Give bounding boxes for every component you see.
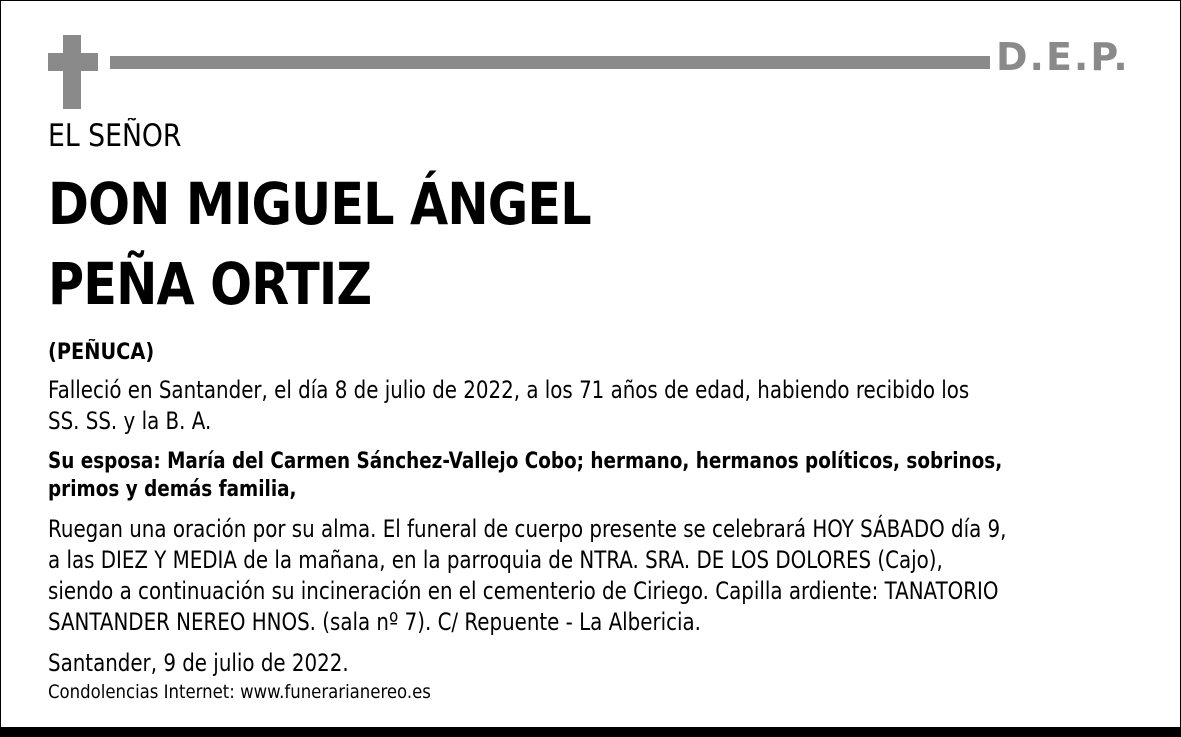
family-line: primos y demás familia, <box>48 477 297 502</box>
deceased-nickname: (PEÑUCA) <box>48 340 155 365</box>
deceased-name-line-1: DON MIGUEL ÁNGEL <box>48 170 591 238</box>
death-notice-line: Falleció en Santander, el día 8 de julio de 2022, a los 71 años de edad, habiendo recibido los <box>48 376 970 404</box>
funeral-line: SANTANDER NEREO HNOS. (sala nº 7). C/ Repuente - La Albericia. <box>48 608 701 636</box>
funeral-line: a las DIEZ Y MEDIA de la mañana, en la parroquia de NTRA. SRA. DE LOS DOLORES (Cajo), <box>48 546 943 574</box>
bottom-border <box>0 727 1181 737</box>
title-prefix: EL SEÑOR <box>48 118 182 154</box>
place-date: Santander, 9 de julio de 2022. <box>48 649 349 677</box>
cross-horizontal-bar <box>48 53 98 71</box>
cross-vertical-bar <box>63 35 81 109</box>
funeral-line: siendo a continuación su incineración en el cementerio de Ciriego. Capilla ardiente: TANATORIO <box>48 577 999 605</box>
family-line: Su esposa: María del Carmen Sánchez-Vallejo Cobo; hermano, hermanos políticos, sobrinos, <box>48 449 1003 474</box>
funeral-line: Ruegan una oración por su alma. El funeral de cuerpo presente se celebrará HOY SÁBADO día 9, <box>48 515 1007 543</box>
condolences-website: Condolencias Internet: www.funerarianereo.es <box>48 681 431 703</box>
dep-badge: D.E.P. <box>996 35 1130 79</box>
header-rule <box>110 56 990 69</box>
deceased-name-line-2: PEÑA ORTIZ <box>48 250 372 318</box>
death-notice-line: SS. SS. y la B. A. <box>48 407 212 435</box>
